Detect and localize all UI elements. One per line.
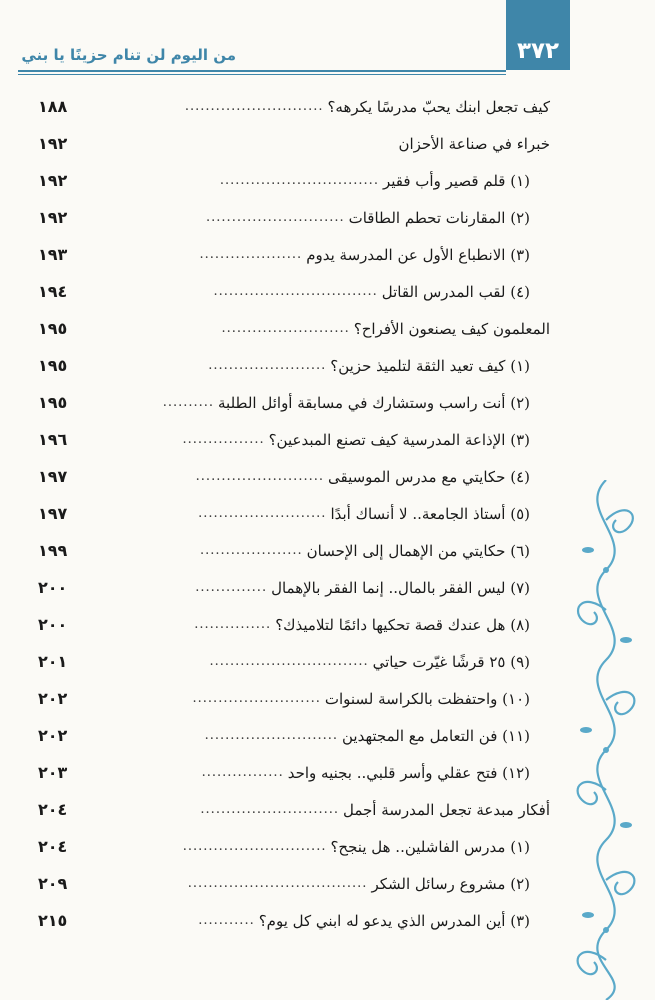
table-of-contents <box>38 88 550 939</box>
toc-leader-dots: ......................... <box>221 321 350 336</box>
toc-entry-page: ٢٠٤ <box>38 800 68 819</box>
toc-entry[interactable] <box>38 791 550 828</box>
toc-leader-dots: .................... <box>199 247 303 262</box>
toc-entry[interactable] <box>38 273 550 310</box>
toc-entry-title: كيف تجعل ابنك يحبّ مدرسًا يكرهه؟ <box>327 97 550 116</box>
toc-entry[interactable] <box>38 384 550 421</box>
toc-entry-title: (٣) أين المدرس الذي يدعو له ابني كل يوم؟ <box>258 911 530 930</box>
toc-entry[interactable] <box>38 162 550 199</box>
toc-leader-dots: ................ <box>182 432 265 447</box>
toc-entry-title: (٧) ليس الفقر بالمال.. إنما الفقر بالإهمال <box>271 578 530 597</box>
toc-leader-dots: ................ <box>201 765 284 780</box>
toc-entry-title: (١٠) واحتفظت بالكراسة لسنوات <box>324 689 530 708</box>
toc-entry-page: ٢٠٣ <box>38 763 68 782</box>
toc-entry-title: (٤) لقب المدرس القاتل <box>381 282 530 301</box>
toc-entry-title: (١٢) فتح عقلي وأسر قلبي.. بجنيه واحد <box>287 763 530 782</box>
toc-entry-title: (٣) الإذاعة المدرسية كيف تصنع المبدعين؟ <box>268 430 530 449</box>
toc-leader-dots: ................................... <box>187 876 368 891</box>
toc-leader-dots: ............... <box>194 617 272 632</box>
header-rule <box>18 70 506 72</box>
toc-entry-page: ١٩٢ <box>38 134 68 153</box>
toc-entry-page: ١٩٣ <box>38 245 68 264</box>
toc-entry-title: المعلمون كيف يصنعون الأفراح؟ <box>353 319 550 338</box>
toc-entry-title: خبراء في صناعة الأحزان <box>398 134 550 153</box>
toc-entry-page: ١٩٥ <box>38 356 68 375</box>
toc-leader-dots: .......... <box>162 395 215 410</box>
toc-entry-title: (٩) ٢٥ قرشًا غيّرت حياتي <box>372 652 530 671</box>
toc-leader-dots: ......................... <box>192 691 321 706</box>
toc-entry[interactable] <box>38 754 550 791</box>
toc-entry-title: (٢) أنت راسب وستشارك في مسابقة أوائل الطلبة <box>218 393 530 412</box>
toc-entry-title: (١) قلم قصير وأب فقير <box>382 171 530 190</box>
toc-entry-title: (٤) حكايتي مع مدرس الموسيقى <box>327 467 530 486</box>
toc-entry[interactable] <box>38 236 550 273</box>
toc-entry-page: ١٩٧ <box>38 504 68 523</box>
toc-entry-title: أفكار مبدعة تجعل المدرسة أجمل <box>343 800 550 819</box>
running-header-title: من اليوم لن تنام حزينًا يا بني <box>21 46 236 64</box>
toc-entry[interactable] <box>38 902 550 939</box>
toc-entry[interactable] <box>38 458 550 495</box>
toc-entry[interactable] <box>38 532 550 569</box>
page-number: ٣٧٢ <box>516 38 560 64</box>
toc-entry-page: ٢٠٠ <box>38 615 68 634</box>
toc-entry[interactable] <box>38 495 550 532</box>
toc-leader-dots: .................... <box>199 543 303 558</box>
toc-entry-title: (١١) فن التعامل مع المجتهدين <box>342 726 530 745</box>
toc-entry-title: (٢) المقارنات تحطم الطاقات <box>348 208 530 227</box>
toc-entry[interactable] <box>38 199 550 236</box>
toc-entry-page: ١٩٥ <box>38 393 68 412</box>
toc-leader-dots: ........................... <box>200 802 339 817</box>
toc-entry-title: (٨) هل عندك قصة تحكيها دائمًا لتلاميذك؟ <box>275 615 530 634</box>
toc-entry-page: ١٩٤ <box>38 282 68 301</box>
toc-entry-page: ١٨٨ <box>38 97 68 116</box>
toc-entry-title: (٦) حكايتي من الإهمال إلى الإحسان <box>306 541 530 560</box>
toc-entry-page: ١٩٢ <box>38 171 68 190</box>
toc-leader-dots: ............................... <box>219 173 379 188</box>
toc-entry-page: ٢٠٩ <box>38 874 68 893</box>
toc-entry-page: ٢٠٤ <box>38 837 68 856</box>
toc-leader-dots: ........................... <box>184 99 324 114</box>
toc-entry[interactable] <box>38 643 550 680</box>
toc-leader-dots: .............. <box>195 580 268 595</box>
toc-entry-page: ١٩٧ <box>38 467 68 486</box>
toc-leader-dots: ............................ <box>182 839 327 854</box>
toc-entry[interactable] <box>38 865 550 902</box>
floral-ornament-icon <box>566 480 646 1000</box>
toc-entry-title: (١) كيف تعيد الثقة لتلميذ حزين؟ <box>330 356 530 375</box>
toc-entry-title: (٢) مشروع رسائل الشكر <box>371 874 530 893</box>
toc-entry[interactable] <box>38 680 550 717</box>
toc-entry[interactable] <box>38 125 550 162</box>
toc-entry-title: (٥) أستاذ الجامعة.. لا أنساك أبدًا <box>330 504 530 523</box>
toc-entry[interactable] <box>38 421 550 458</box>
toc-leader-dots: ................................ <box>213 284 378 299</box>
toc-entry-page: ٢٠١ <box>38 652 68 671</box>
toc-entry-page: ٢٠٠ <box>38 578 68 597</box>
toc-leader-dots: ........................... <box>206 210 345 225</box>
toc-entry-page: ٢٠٢ <box>38 689 68 708</box>
toc-entry-page: ١٩٢ <box>38 208 68 227</box>
toc-entry[interactable] <box>38 717 550 754</box>
toc-entry[interactable] <box>38 828 550 865</box>
toc-entry[interactable] <box>38 606 550 643</box>
toc-entry-title: (١) مدرس الفاشلين.. هل ينجح؟ <box>330 837 530 856</box>
toc-entry-page: ١٩٩ <box>38 541 68 560</box>
toc-entry-page: ٢١٥ <box>38 911 68 930</box>
toc-entry[interactable] <box>38 88 550 125</box>
toc-entry[interactable] <box>38 569 550 606</box>
header-rule-thin <box>18 74 506 75</box>
toc-entry[interactable] <box>38 347 550 384</box>
toc-leader-dots: ......................... <box>198 506 327 521</box>
toc-leader-dots: ......................... <box>195 469 324 484</box>
toc-entry[interactable] <box>38 310 550 347</box>
toc-entry-title: (٣) الانطباع الأول عن المدرسة يدوم <box>306 245 530 264</box>
toc-entry-page: ١٩٥ <box>38 319 68 338</box>
page-number-tab <box>506 0 570 70</box>
toc-leader-dots: .......................... <box>204 728 339 743</box>
toc-leader-dots: ............................... <box>209 654 369 669</box>
toc-entry-page: ١٩٦ <box>38 430 68 449</box>
toc-leader-dots: ....................... <box>208 358 327 373</box>
toc-leader-dots: ........... <box>198 913 255 928</box>
toc-entry-page: ٢٠٢ <box>38 726 68 745</box>
